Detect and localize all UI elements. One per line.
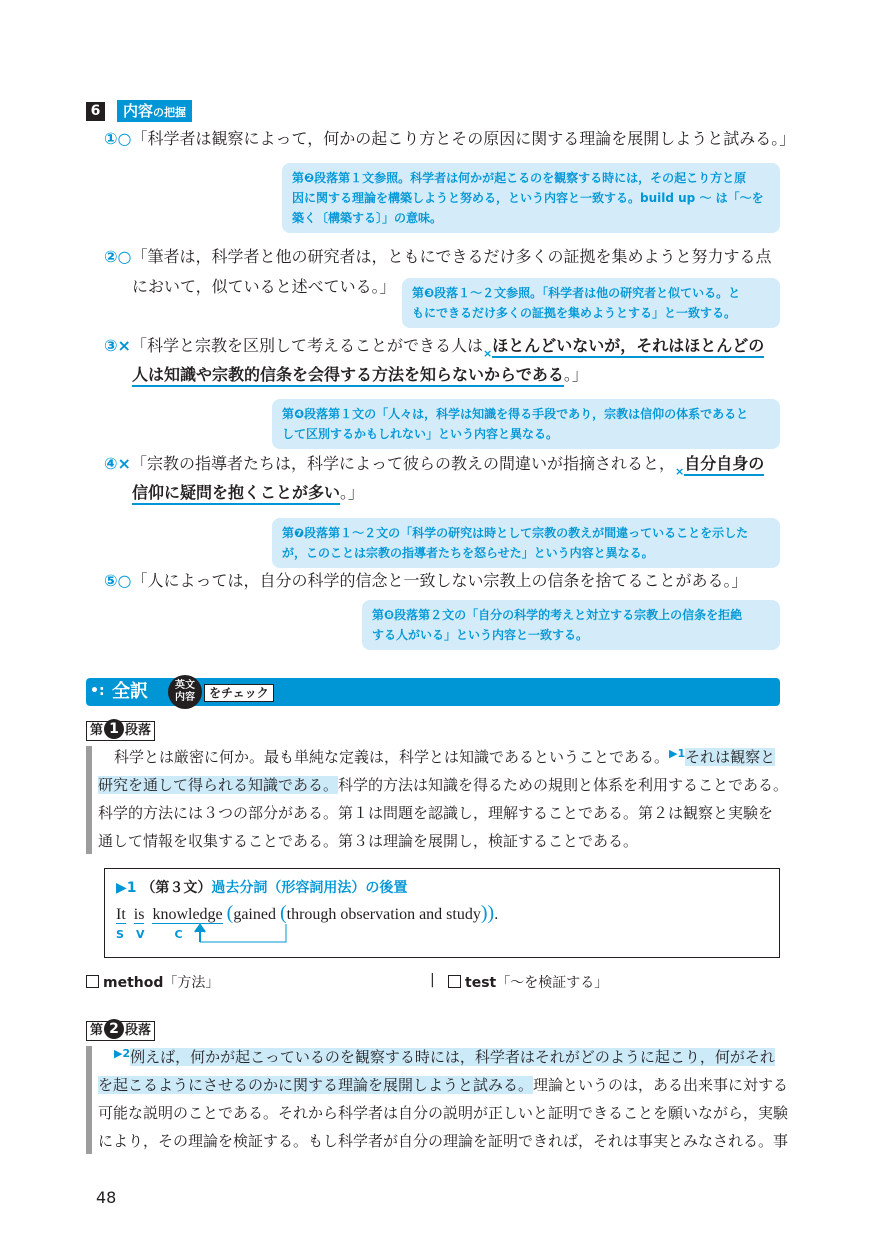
- item-3-error-text-1: ほとんどいないが，それはほとんどの: [492, 336, 764, 358]
- item-4-mark: ④×: [104, 454, 131, 473]
- paragraph-2-line-1: $^{▶2}$例えば，何かが起こっているのを観察する時には，科学者はそれがどのように起こり，何がそれ: [114, 1047, 775, 1066]
- item-4: [104, 453, 764, 477]
- section-title: 内容の把握: [117, 100, 192, 122]
- item-2-text-line1: 「筆者は，科学者と他の研究者は，ともにできるだけ多くの証拠を集めようと努力する点: [131, 247, 772, 266]
- word-it: It: [116, 906, 126, 923]
- item-1-mark: ①○: [104, 129, 132, 148]
- grammar-arrow: [190, 922, 290, 946]
- item-5-note: 第❽段落第２文の「自分の科学的考えと対立する宗教上の信条を拒絶 する人がいる」という内容と一致する。: [362, 600, 780, 650]
- item-1-text: 「科学者は観察によって，何かの起こり方とその原因に関する理論を展開しようと試みる。」: [131, 129, 796, 148]
- grammar-title: ▶1 （第３文）過去分詞（形容詞用法）の後置: [116, 880, 408, 896]
- paragraph-2-number: 2: [104, 1019, 124, 1039]
- item-4-line2: 信仰に疑問を抱くことが多い。」: [132, 482, 364, 504]
- section-number: 6: [86, 102, 105, 121]
- vocab-checkbox[interactable]: [86, 975, 99, 988]
- paragraph-2-line-4: により，その理論を検証する。もし科学者が自分の理論を証明できれば，それは事実とみなされる。事: [98, 1132, 789, 1150]
- item-3-mark: ③×: [104, 336, 131, 355]
- item-3-line2: 人は知識や宗教的信条を会得する方法を知らないからである。」: [132, 364, 588, 386]
- item-1: [104, 128, 795, 150]
- paragraph-1-label: 第 1 段落: [86, 721, 155, 741]
- paragraph-1-sidebar: [86, 746, 92, 854]
- word-knowledge: knowledge: [152, 906, 223, 923]
- item-4-error-text-2: 信仰に疑問を抱くことが多い: [132, 483, 340, 505]
- paragraph-1-line-4: 通して情報を収集することである。第３は理論を展開し，検証することである。: [98, 832, 639, 850]
- item-5-mark: ⑤○: [104, 571, 132, 590]
- reference-2-marker: ▶2: [114, 1047, 131, 1060]
- banner-badge: 英文 内容: [168, 675, 202, 709]
- paragraph-2-label: 第 2 段落: [86, 1021, 155, 1041]
- item-3-error-text-2: 人は知識や宗教的信条を会得する方法を知らないからである: [132, 365, 564, 387]
- paragraph-2-line-2: を起こるようにさせるのかに関する理論を展開しようと試みる。理論というのは，ある出来事に対する: [98, 1076, 789, 1094]
- word-gained: gained: [233, 906, 276, 923]
- page-number: 48: [96, 1188, 117, 1207]
- paragraph-1-number: 1: [104, 719, 124, 739]
- grammar-labels: S V C: [116, 928, 183, 941]
- item-3: [104, 335, 764, 359]
- banner-dots-icon: •:: [90, 683, 105, 699]
- word-is: is: [133, 906, 145, 923]
- item-5-text: 「人によっては，自分の科学的信念と一致しない宗教上の信条を捨てることがある。」: [131, 571, 748, 590]
- item-2-text-line2: において，似ていると述べている。」: [132, 277, 396, 296]
- item-4-error-text-1: 自分自身の: [684, 454, 764, 476]
- item-3-text: 「科学と宗教を区別して考えることができる人は: [130, 336, 483, 355]
- item-4-error-mark: ×: [674, 465, 685, 478]
- reference-1-marker: ▶1: [669, 747, 686, 760]
- item-2-mark: ②○: [104, 247, 132, 266]
- item-2: [104, 246, 772, 268]
- vocab-separator: |: [430, 972, 435, 988]
- item-2-note: 第❸段落１～２文参照。「科学者は他の研究者と似ている。と もにできるだけ多くの証拠を集めようとする」と一致する。: [402, 278, 780, 328]
- paragraph-2-line-3: 可能な説明のことである。それから科学者は自分の説明が正しいと証明できることを願いながら，実験: [98, 1104, 789, 1122]
- paragraph-1-line-3: 科学的方法には３つの部分がある。第１は問題を認識し，理解することである。第２は観察と実験を: [98, 804, 774, 822]
- vocab-item-method: method「方法」: [86, 972, 219, 992]
- vocab-item-test: test「～を検証する」: [448, 972, 608, 992]
- paragraph-2-sidebar: [86, 1046, 92, 1154]
- banner-title: 全訳: [112, 681, 148, 702]
- word-through: through observation and study: [286, 906, 481, 923]
- item-3-error-mark: ×: [482, 347, 493, 360]
- item-3-note: 第❹段落第１文の「人々は，科学は知識を得る手段であり，宗教は信仰の体系であると して区別するかもしれない」という内容と異なる。: [272, 399, 780, 449]
- paragraph-1-line-2: 研究を通して得られる知識である。科学的方法は知識を得るための規則と体系を利用することである。: [98, 776, 789, 794]
- item-4-text: 「宗教の指導者たちは，科学によって彼らの教えの間違いが指摘されると，: [130, 454, 675, 473]
- item-4-note: 第❼段落第１～２文の「科学の研究は時として宗教の教えが間違っていることを示した が，このことは宗教の指導者たちを怒らせた」という内容と異なる。: [272, 518, 780, 568]
- grammar-sentence: It is knowledge (gained (through observation and study)).: [116, 902, 499, 924]
- banner-check-label: をチェック: [204, 684, 274, 702]
- paragraph-1-line-1: 科学とは厳密に何か。最も単純な定義は，科学とは知識であるということである。$^{▶1}$それは観察と: [114, 747, 776, 766]
- item-5: [104, 570, 748, 592]
- item-1-note: 第❷段落第１文参照。科学者は何かが起こるのを観察する時には，その起こり方と原 因に関する理論を構築しようと努める，という内容と一致する。build up ～ は「～を 築く〔構築する〕」の意味。: [282, 163, 780, 233]
- vocab-checkbox[interactable]: [448, 975, 461, 988]
